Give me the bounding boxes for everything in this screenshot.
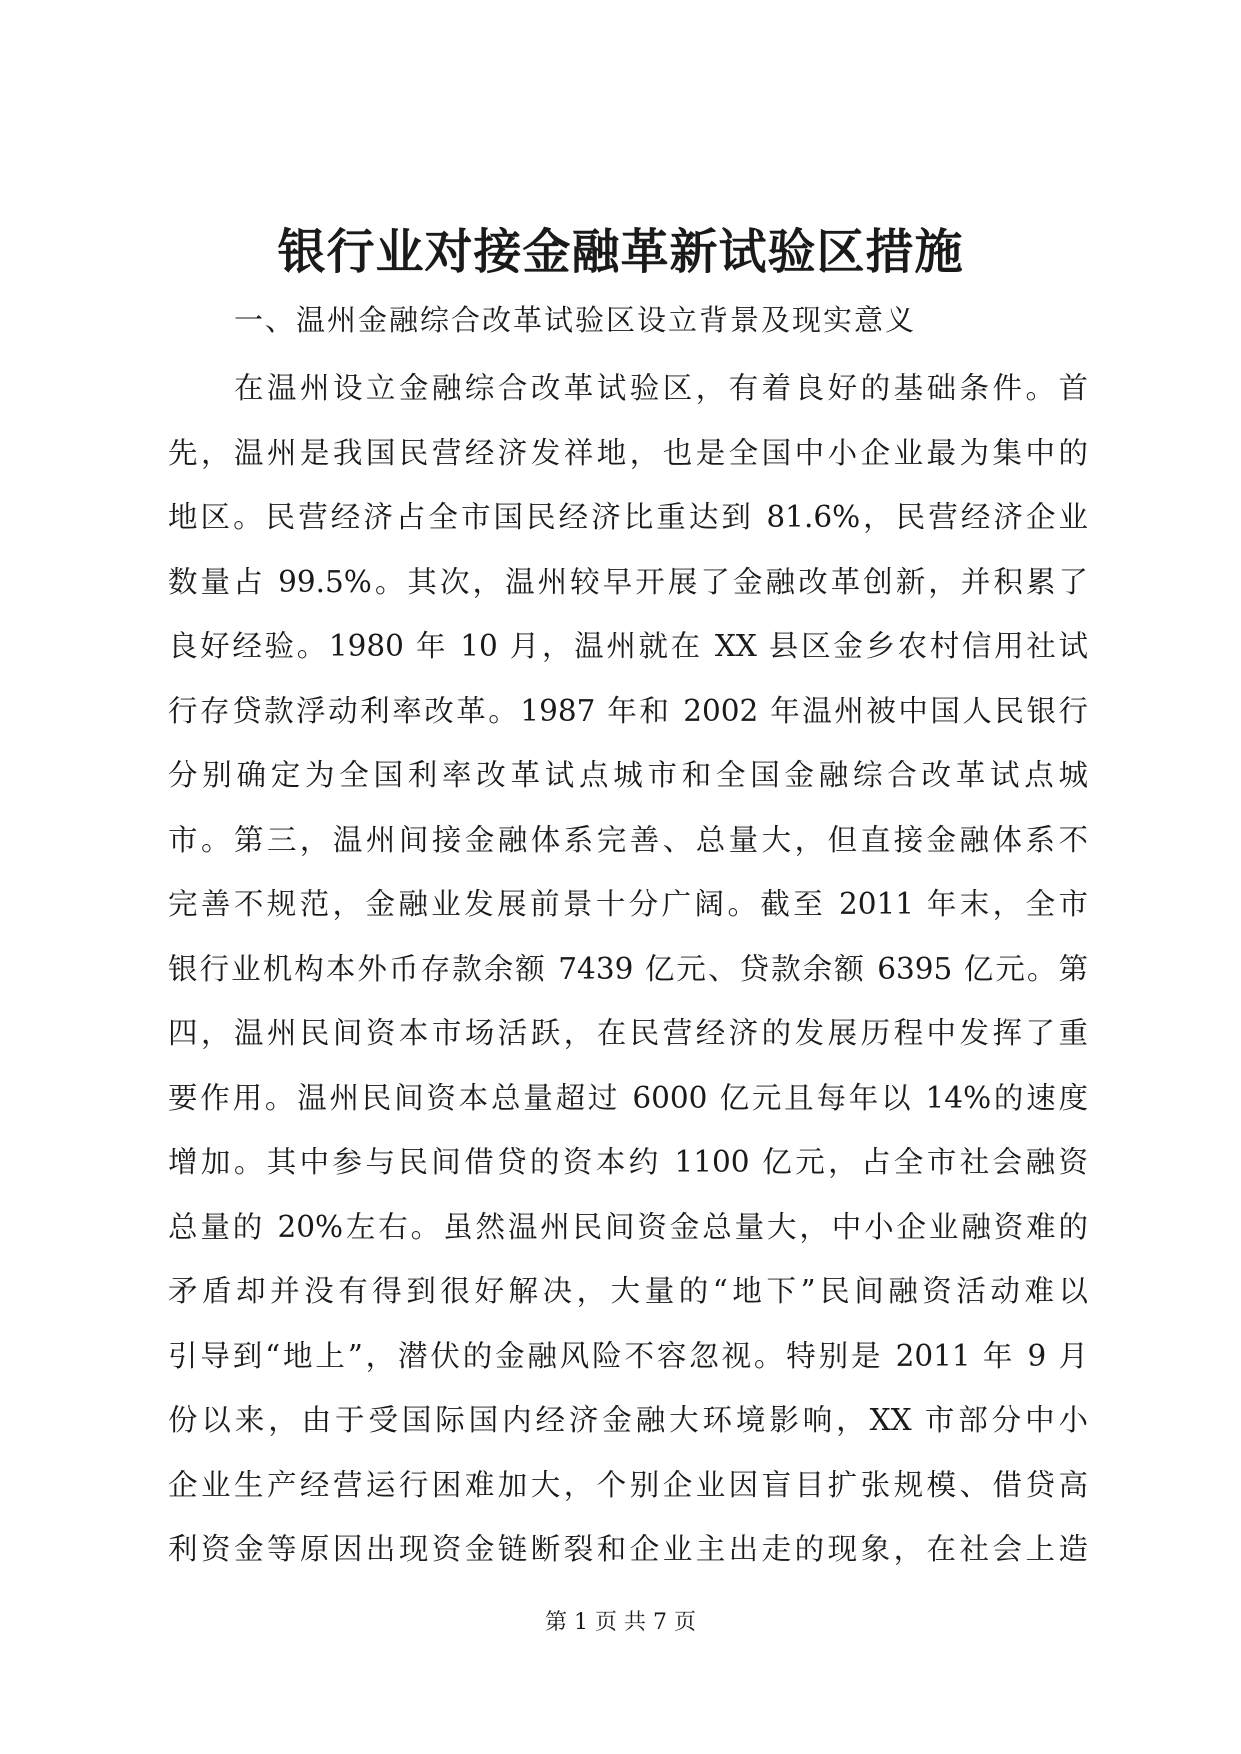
section-heading: 一、温州金融综合改革试验区设立背景及现实意义 bbox=[234, 303, 917, 337]
paragraph-line: 利资金等原因出现资金链断裂和企业主出走的现象，在社会上造 bbox=[168, 1532, 1088, 1566]
paragraph-line: 市。第三，温州间接金融体系完善、总量大，但直接金融体系不 bbox=[168, 822, 1088, 857]
page-number: 第 1 页 共 7 页 bbox=[545, 1610, 696, 1635]
paragraph-line: 分别确定为全国利率改革试点城市和全国金融综合改革试点城 bbox=[168, 758, 1088, 792]
paragraph-line: 完善不规范，金融业发展前景十分广阔。截至 2011 年末，全市 bbox=[168, 887, 1088, 921]
paragraph-line: 地区。民营经济占全市国民经济比重达到 81.6%，民营经济企业 bbox=[168, 500, 1088, 534]
paragraph-line: 良好经验。1980 年 10 月，温州就在 XX 县区金乡农村信用社试 bbox=[168, 629, 1088, 663]
paragraph-line: 行存贷款浮动利率改革。1987 年和 2002 年温州被中国人民银行 bbox=[168, 693, 1088, 728]
paragraph-line: 总量的 20%左右。虽然温州民间资金总量大，中小企业融资难的 bbox=[168, 1209, 1088, 1244]
paragraph-line: 在温州设立金融综合改革试验区，有着良好的基础条件。首 bbox=[234, 371, 1088, 405]
paragraph-line: 份以来，由于受国际国内经济金融大环境影响，XX 市部分中小 bbox=[168, 1403, 1088, 1437]
paragraph-line: 要作用。温州民间资本总量超过 6000 亿元且每年以 14%的速度 bbox=[168, 1080, 1088, 1115]
paragraph-line: 银行业机构本外币存款余额 7439 亿元、贷款余额 6395 亿元。第 bbox=[168, 951, 1088, 986]
paragraph-line: 矛盾却并没有得到很好解决，大量的“地下”民间融资活动难以 bbox=[168, 1274, 1088, 1308]
paragraph-line: 企业生产经营运行困难加大，个别企业因盲目扩张规模、借贷高 bbox=[168, 1467, 1088, 1502]
paragraph-line: 数量占 99.5%。其次，温州较早开展了金融改革创新，并积累了 bbox=[168, 564, 1088, 599]
paragraph-line: 先，温州是我国民营经济发祥地，也是全国中小企业最为集中的 bbox=[168, 435, 1088, 470]
paragraph-line: 引导到“地上”，潜伏的金融风险不容忽视。特别是 2011 年 9 月 bbox=[168, 1338, 1088, 1373]
paragraph-line: 四，温州民间资本市场活跃，在民营经济的发展历程中发挥了重 bbox=[168, 1016, 1088, 1050]
body-paragraph bbox=[168, 356, 1088, 1582]
document-title: 银行业对接金融革新试验区措施 bbox=[277, 224, 964, 280]
paragraph-line: 增加。其中参与民间借贷的资本约 1100 亿元，占全市社会融资 bbox=[168, 1145, 1088, 1179]
